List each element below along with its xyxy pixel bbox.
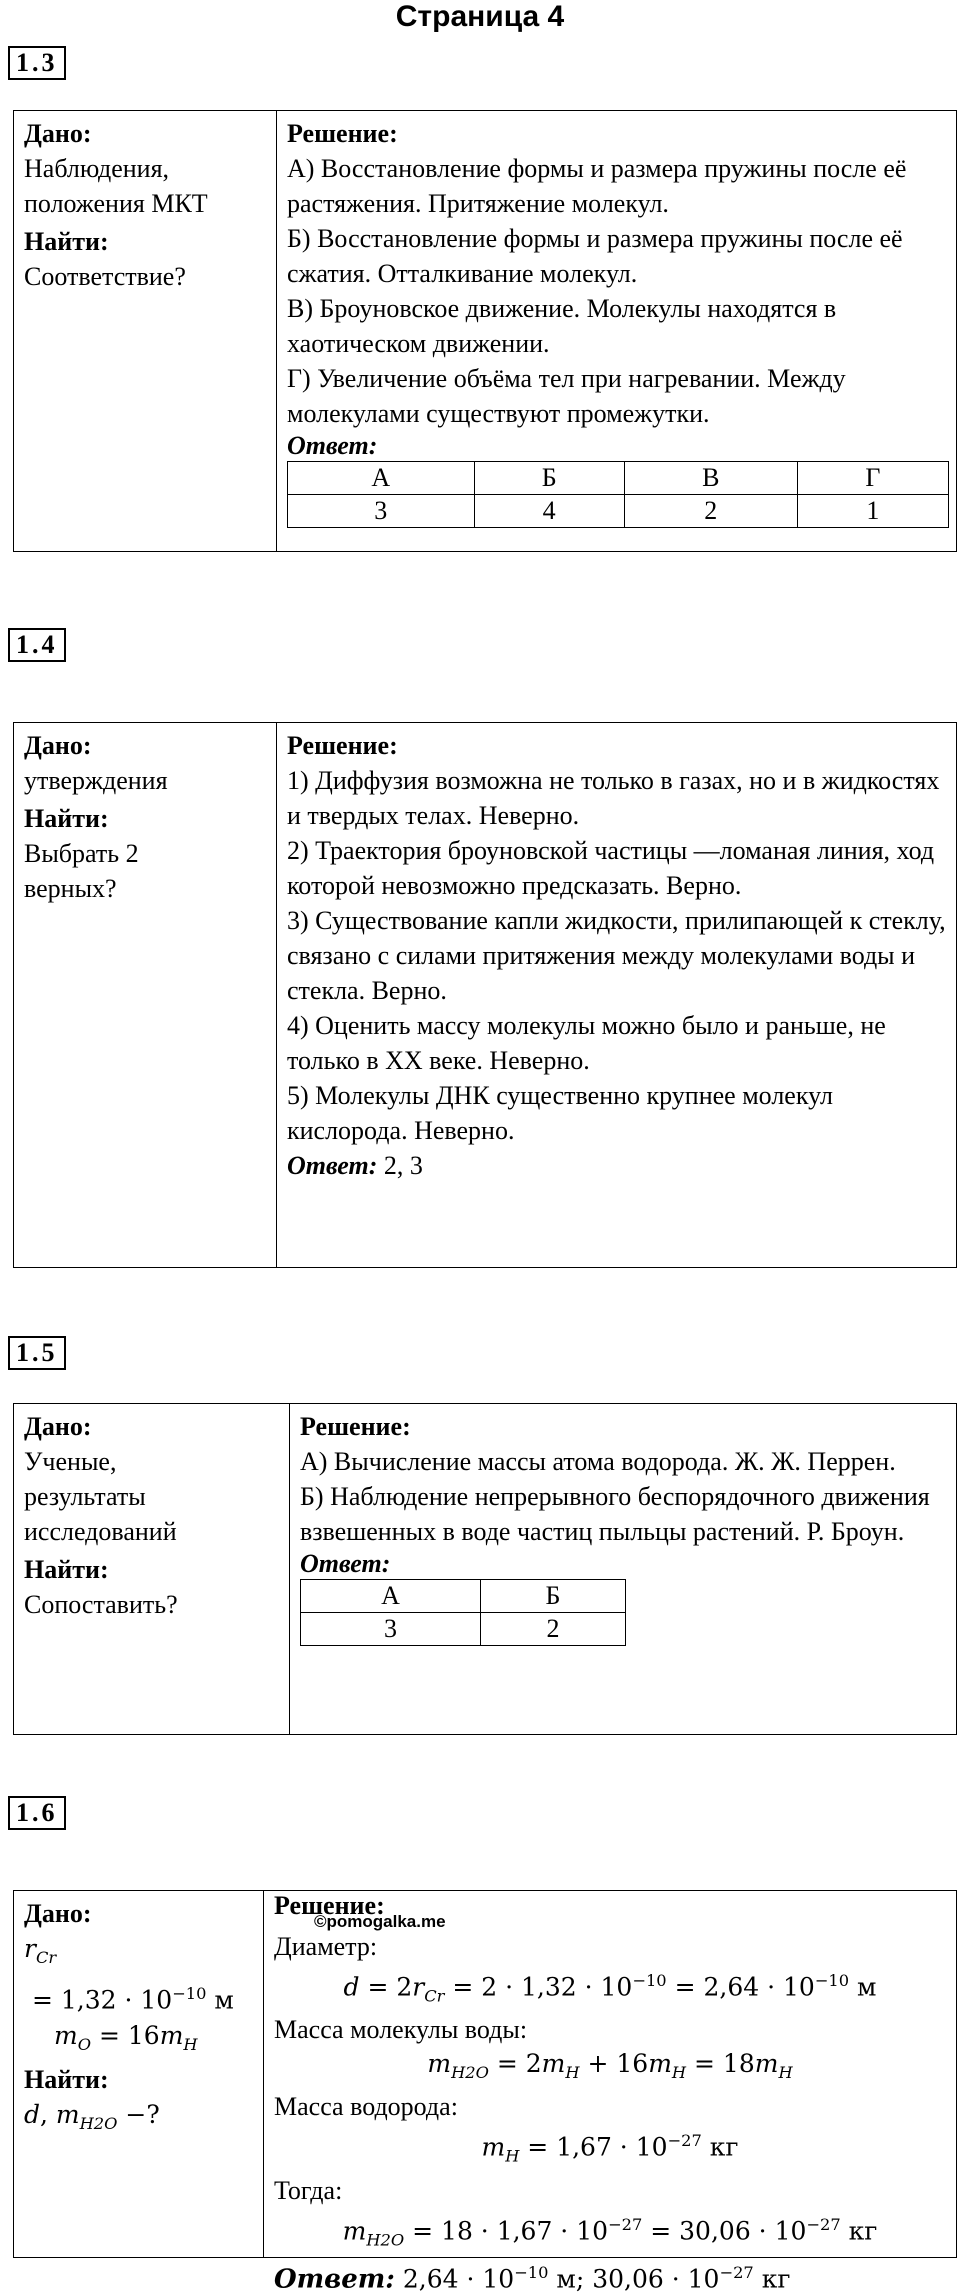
task-1-5-box bbox=[13, 1403, 957, 1735]
table-cell: 3 bbox=[288, 495, 475, 528]
solution-heading: Решение: bbox=[300, 1412, 411, 1441]
unit-kg: кг bbox=[761, 2264, 791, 2294]
answer-table-value-row bbox=[288, 495, 949, 528]
given-heading: Дано: bbox=[24, 1899, 92, 1928]
answer-table-header-row bbox=[288, 462, 949, 495]
find-suffix: −? bbox=[117, 2100, 160, 2130]
answer-table bbox=[300, 1579, 626, 1646]
answer-line bbox=[287, 1148, 946, 1183]
then-label: Тогда: bbox=[274, 2175, 343, 2205]
water-mass-label: Масса молекулы воды: bbox=[274, 2015, 528, 2045]
unit-m: м bbox=[857, 1972, 877, 2002]
table-cell: А bbox=[301, 1580, 481, 1613]
given-heading: Дано: bbox=[24, 119, 92, 148]
hydrogen-mass-label: Масса водорода: bbox=[274, 2092, 458, 2122]
table-cell: 2 bbox=[480, 1613, 625, 1646]
answer-value: 2, 3 bbox=[377, 1151, 423, 1180]
given-value: утверждения bbox=[24, 766, 168, 795]
solution-line-b: Б) Наблюдение непрерывного беспорядочного движения взвешенных в воде частиц пыльцы растений. Р. Броун. bbox=[300, 1482, 930, 1546]
find-value: Соответствие? bbox=[24, 262, 186, 291]
solution-line-2: 2) Траектория броуновской частицы —ломаная линия, ход которой невозможно предсказать. Верно. bbox=[287, 836, 935, 900]
solution-column bbox=[277, 723, 956, 1267]
find-heading: Найти: bbox=[24, 1555, 109, 1584]
solution-line-a: А) Вычисление массы атома водорода. Ж. Ж. Перрен. bbox=[300, 1447, 896, 1476]
answer-heading: Ответ: bbox=[287, 1151, 378, 1180]
given-column bbox=[14, 1404, 290, 1734]
answer-heading: Ответ: bbox=[287, 431, 378, 460]
find-heading: Найти: bbox=[24, 227, 109, 256]
given-column bbox=[14, 111, 277, 551]
solution-column bbox=[277, 111, 956, 551]
table-cell: 2 bbox=[624, 495, 797, 528]
find-value: Выбрать 2 верных? bbox=[24, 839, 139, 903]
answer-line: Ответ: $2,64 \cdot 10^{-10}$ м; $30,06 \cdot 10^{-27}$ кг bbox=[274, 2262, 791, 2294]
find-value: Сопоставить? bbox=[24, 1590, 178, 1619]
answer-table-value-row bbox=[301, 1613, 626, 1646]
task-1-6-box bbox=[13, 1890, 957, 2294]
solution-line-b: Б) Восстановление формы и размера пружины после её сжатия. Отталкивание молекул. bbox=[287, 224, 903, 288]
solution-line-5: 5) Молекулы ДНК существенно крупнее молекул кислорода. Неверно. bbox=[287, 1081, 833, 1145]
table-cell: 1 bbox=[797, 495, 948, 528]
given-mass-relation: $m_O = 16m_H$ bbox=[54, 2021, 198, 2055]
table-cell: А bbox=[288, 462, 475, 495]
solution-heading: Решение: bbox=[287, 119, 398, 148]
solution-heading: Решение: bbox=[274, 1891, 385, 1920]
solution-heading: Решение: bbox=[287, 731, 398, 760]
table-cell: 4 bbox=[474, 495, 624, 528]
task-number-1-5: 1.5 bbox=[8, 1336, 66, 1370]
solution-line-d: Г) Увеличение объёма тел при нагревании. Между молекулами существуют промежутки. bbox=[287, 364, 846, 428]
unit-kg: кг bbox=[709, 2132, 739, 2162]
task-number-1-3: 1.3 bbox=[8, 46, 66, 80]
given-column bbox=[14, 723, 277, 1267]
find-heading: Найти: bbox=[24, 804, 109, 833]
solution-column bbox=[264, 1891, 956, 2294]
find-heading: Найти: bbox=[24, 2065, 109, 2095]
given-value: Ученые, результаты исследований bbox=[24, 1447, 177, 1546]
task-number-1-6: 1.6 bbox=[8, 1796, 66, 1830]
answer-heading: Ответ: bbox=[274, 2264, 395, 2294]
table-cell: 3 bbox=[301, 1613, 481, 1646]
result-formula: $m_{H2O} = 18 \cdot 1,67 \cdot 10^{-27} = 30,06 \cdot 10^{-27}$ кг bbox=[342, 2214, 878, 2249]
table-cell: Г bbox=[797, 462, 948, 495]
unit-m: м bbox=[556, 2264, 576, 2294]
answer-table bbox=[287, 461, 949, 528]
table-cell: В bbox=[624, 462, 797, 495]
task-1-4-box bbox=[13, 722, 957, 1268]
given-radius: $r_{Cr}$ = $1,32 \cdot 10^{-10}$ м bbox=[24, 1934, 234, 2015]
hydrogen-mass-formula: $m_H = 1,67 \cdot 10^{-27}$ кг bbox=[481, 2131, 739, 2166]
table-cell: Б bbox=[474, 462, 624, 495]
unit-kg: кг bbox=[848, 2215, 878, 2245]
answer-heading: Ответ: bbox=[300, 1549, 391, 1578]
task-1-3-box bbox=[13, 110, 957, 552]
solution-line-a: А) Восстановление формы и размера пружины после её растяжения. Притяжение молекул. bbox=[287, 154, 907, 218]
diameter-label: Диаметр: bbox=[274, 1932, 378, 1961]
solution-line-4: 4) Оценить массу молекулы можно было и раньше, не только в XX веке. Неверно. bbox=[287, 1011, 886, 1075]
find-value: d, $m_{H2O}$ −? bbox=[24, 2100, 160, 2134]
table-cell: Б bbox=[480, 1580, 625, 1613]
solution-line-3: 3) Существование капли жидкости, прилипающей к стеклу, связано с силами притяжения между молекулами воды и стекла. Верно. bbox=[287, 906, 946, 1005]
task-number-1-4: 1.4 bbox=[8, 628, 66, 662]
given-column bbox=[14, 1891, 264, 2257]
answer-table-header-row bbox=[301, 1580, 626, 1613]
given-heading: Дано: bbox=[24, 731, 92, 760]
watermark: ©pomogalka.me bbox=[314, 1912, 446, 1931]
solution-line-1: 1) Диффузия возможна не только в газах, но и в жидкостях и твердых телах. Неверно. bbox=[287, 766, 940, 830]
solution-column bbox=[290, 1404, 956, 1734]
water-mass-formula: $m_{H2O} = 2m_H + 16m_H = 18m_H$ bbox=[427, 2049, 793, 2083]
page-title: Страница 4 bbox=[395, 0, 565, 33]
diameter-formula: $d = 2r_{Cr} = 2 \cdot 1,32 \cdot 10^{-10} = 2,64 \cdot 10^{-10}$ м bbox=[343, 1971, 877, 2006]
given-value: Наблюдения, положения МКТ bbox=[24, 154, 208, 218]
given-heading: Дано: bbox=[24, 1412, 92, 1441]
solution-line-c: В) Броуновское движение. Молекулы находятся в хаотическом движении. bbox=[287, 294, 837, 358]
unit-m: м bbox=[214, 1985, 234, 2015]
